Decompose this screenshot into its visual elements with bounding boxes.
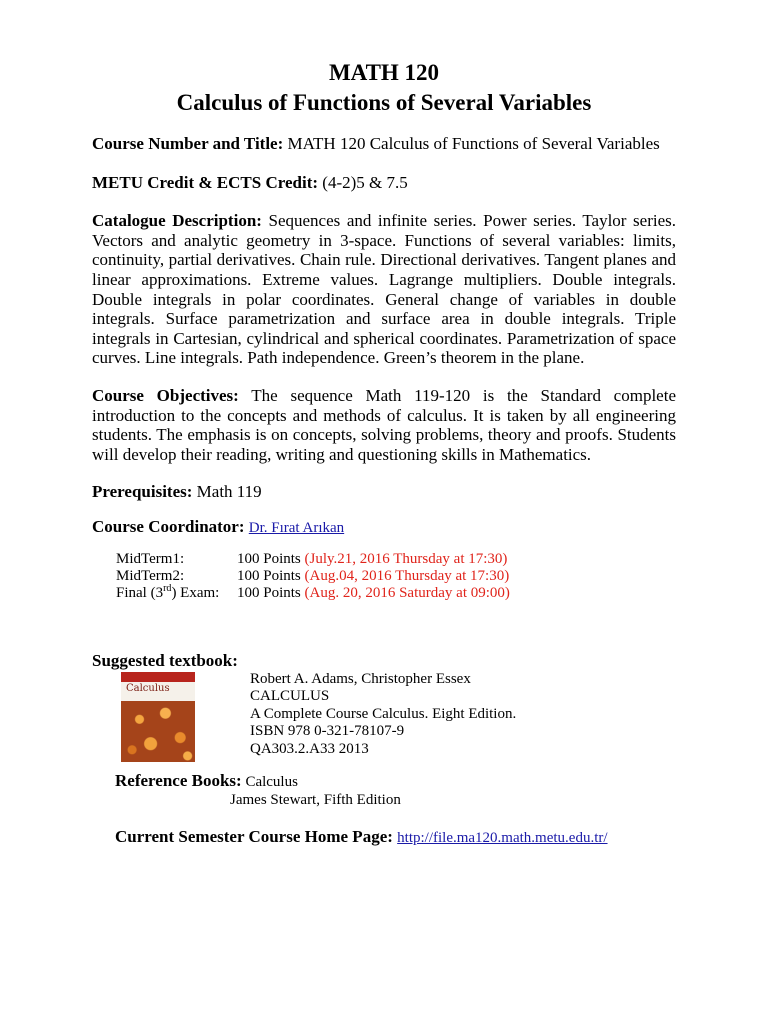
credit-label: METU Credit & ECTS Credit: [92,172,319,192]
homepage-link[interactable]: http://file.ma120.math.metu.edu.tr/ [397,830,608,847]
textbook-block [92,672,676,764]
course-syllabus-page [92,58,676,848]
reference-line [115,771,676,792]
textbook-title: CALCULUS [250,688,330,705]
objectives-section [92,386,676,464]
cover-honeycomb-art [121,701,195,762]
exam-label-text: Final (3 [116,584,164,601]
reference-author: James Stewart, Fifth Edition [230,792,401,809]
textbook-label: Suggested textbook: [92,650,238,670]
credit-value: (4-2)5 & 7.5 [318,172,408,192]
credit-section [92,173,676,193]
exam-label-text: ) Exam: [171,584,220,601]
coordinator-section [92,517,676,539]
catalogue-section [92,211,676,368]
exam-label-sup: rd [163,582,172,594]
textbook-isbn: ISBN 978 0-321-78107-9 [250,723,405,740]
exam-points: 100 Points [237,550,301,567]
homepage-section [115,827,676,848]
catalogue-label: Catalogue Description: [92,211,262,231]
coordinator-link[interactable]: Dr. Fırat Arıkan [248,519,345,536]
reference-value: Calculus [241,774,298,791]
exam-date: (Aug. 20, 2016 Saturday at 09:00) [304,584,510,601]
homepage-label: Current Semester Course Home Page: [115,827,393,847]
objectives-value: The sequence Math 119-120 is the Standard complete introduction to the concepts and methods of calculus. It is taken by all engineering students. The emphasis is on concepts, solving problems, theory and proofs. Students will develop their reading, writing and questioning skills in Mathematics. [92,385,676,464]
prerequisites-value: Math 119 [192,482,262,502]
objectives-label: Course Objectives: [92,385,239,405]
prerequisites-section [92,482,676,502]
course-code-title: MATH 120 [328,60,440,85]
textbook-subtitle: A Complete Course Calculus. Eight Edition. [250,705,517,722]
exam-row [116,568,676,585]
textbook-callnumber: QA303.2.A33 2013 [250,740,369,757]
exam-points: 100 Points [237,567,301,584]
course-header [92,58,676,118]
course-full-title: Calculus of Functions of Several Variables [176,90,592,115]
course-number-value: MATH 120 Calculus of Functions of Several Variables [283,134,660,153]
exam-label: MidTerm2: [116,567,185,584]
exam-points: 100 Points [237,584,301,601]
exam-label: MidTerm1: [116,550,185,567]
textbook-cover-image [121,672,195,762]
coordinator-label: Course Coordinator: [92,516,245,536]
prerequisites-label: Prerequisites: [92,482,193,502]
exam-schedule [116,551,676,602]
exam-row [116,582,676,602]
exam-label [116,582,237,602]
reference-label: Reference Books: [115,771,242,791]
course-number-label: Course Number and Title: [92,134,284,153]
textbook-details [250,671,516,758]
textbook-heading [92,651,676,671]
course-number-section [92,134,676,154]
cover-title-word: Calculus [126,683,170,695]
textbook-authors: Robert A. Adams, Christopher Essex [250,671,471,688]
exam-row [116,551,676,568]
catalogue-value: Sequences and infinite series. Power series. Taylor series. Vectors and analytic geometry in 3-space. Functions of several variables: limits, continuity, partial derivatives. Chain rule. Directional derivatives. Tangent planes and linear approximations. Extreme values. Lagrange multipliers. Double integrals. Double integrals in polar coordinates. General change of variables in double integrals. Surface parametrization and surface area in double integrals. Triple integrals in Cartesian, cylindrical and spherical coordinates. Parametrization of space curves. Line integrals. Path independence. Green’s theorem in the plane. [92,211,676,368]
exam-date: (Aug.04, 2016 Thursday at 17:30) [304,567,510,584]
exam-date: (July.21, 2016 Thursday at 17:30) [304,550,508,567]
cover-band [121,672,195,682]
reference-books [115,771,676,809]
